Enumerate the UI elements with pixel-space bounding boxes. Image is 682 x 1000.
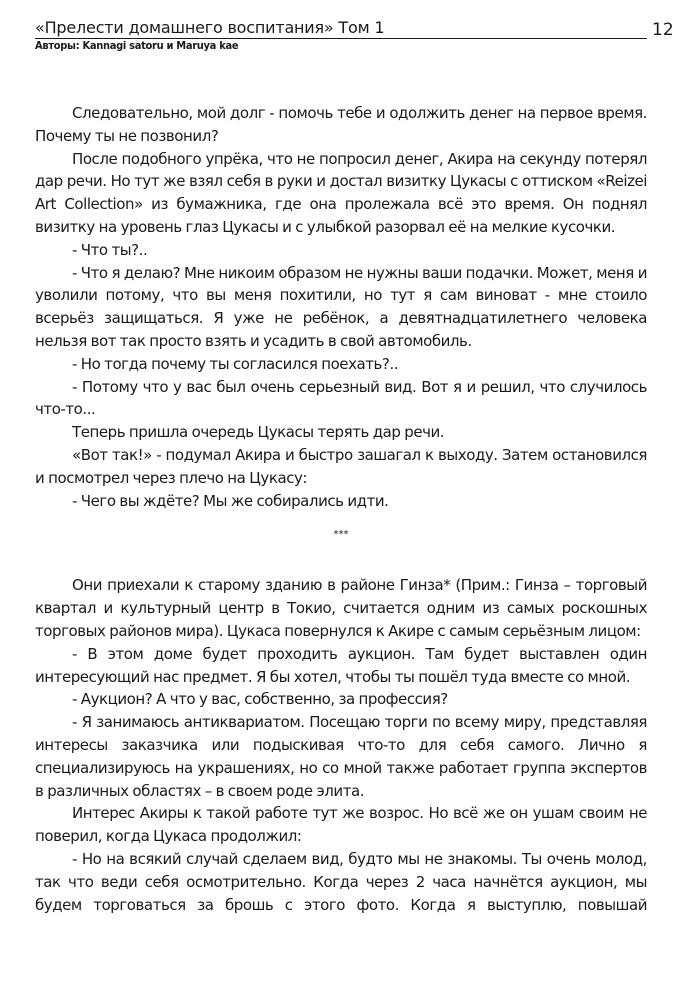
paragraph: - Но тогда почему ты согласился поехать?.. [72,354,399,373]
paragraph: «Вот так!» - подумал Акира и быстро зашагал к выходу. Затем остановился и посмотрел через плечо на Цукасу: [35,445,647,487]
paragraph: - Что я делаю? Мне никоим образом не нужны ваши подачки. Может, меня и уволили потому, что вы меня похитили, но тут я сам виноват - мне стоило всерьёз защищаться. Я уже не ребёнок, а девятнадцатилетнего человека нельзя вот так просто взять и усадить в свой автомобиль. [35,263,647,350]
paragraph: - Я занимаюсь антиквариатом. Посещаю торги по всему миру, представляя интересы заказчика или подыскивая что-то для себя самого. Лично я специализируюсь на украшениях, но со мной также работает группа экспертов в различных областях – в своем роде элита. [35,713,647,800]
paragraph: - Но на всякий случай сделаем вид, будто мы не знакомы. Ты очень молод, так что веди себя осмотрительно. Когда через 2 часа начнётся аукцион, мы будем торговаться за брошь с этого фото. Когда я выступлю, повышай [35,849,647,914]
paragraph: - В этом доме будет проходить аукцион. Там будет выставлен один интересующий нас предмет. Я бы хотел, чтобы ты пошёл туда вместе со мной. [35,644,647,686]
paragraph: - Аукцион? А что у вас, собственно, за профессия? [72,690,448,709]
paragraph: - Чего вы ждёте? Мы же собирались идти. [72,491,389,510]
paragraph: - Что ты?.. [72,240,148,259]
section-separator: *** [333,529,349,541]
paragraph: - Потому что у вас был очень серьезный вид. Вот я и решил, что случилось что-то... [35,377,647,419]
book-title: «Прелести домашнего воспитания» Том 1 [35,18,647,39]
paragraph: Интерес Акиры к такой работе тут же возрос. Но всё же он ушам своим не поверил, когда Цукаса продолжил: [35,804,647,846]
page-header [35,18,647,53]
paragraph: После подобного упрёка, что не попросил денег, Акира на секунду потерял дар речи. Но тут же взял себя в руки и достал визитку Цукасы с оттиском «Reizei Art Collection» из бумажника, где она пролежала всё это время. Он поднял визитку на уровень глаз Цукасы и с улыбкой разорвал её на мелкие кусочки. [35,149,647,236]
page-body [35,102,647,916]
authors-line: Авторы: Kannagi satoru и Maruya kae [35,39,239,52]
paragraph: Следовательно, мой долг - помочь тебе и одолжить денег на первое время. Почему ты не позвонил? [35,104,647,145]
page-number: 12 [652,20,674,40]
paragraph: Они приехали к старому зданию в районе Гинза* (Прим.: Гинза – торговый квартал и культурный центр в Токио, считается одним из самых роскошных торговых районов мира). Цукаса повернулся к Акире с самым серьёзным лицом: [35,576,647,640]
paragraph: Теперь пришла очередь Цукасы терять дар речи. [72,423,445,442]
